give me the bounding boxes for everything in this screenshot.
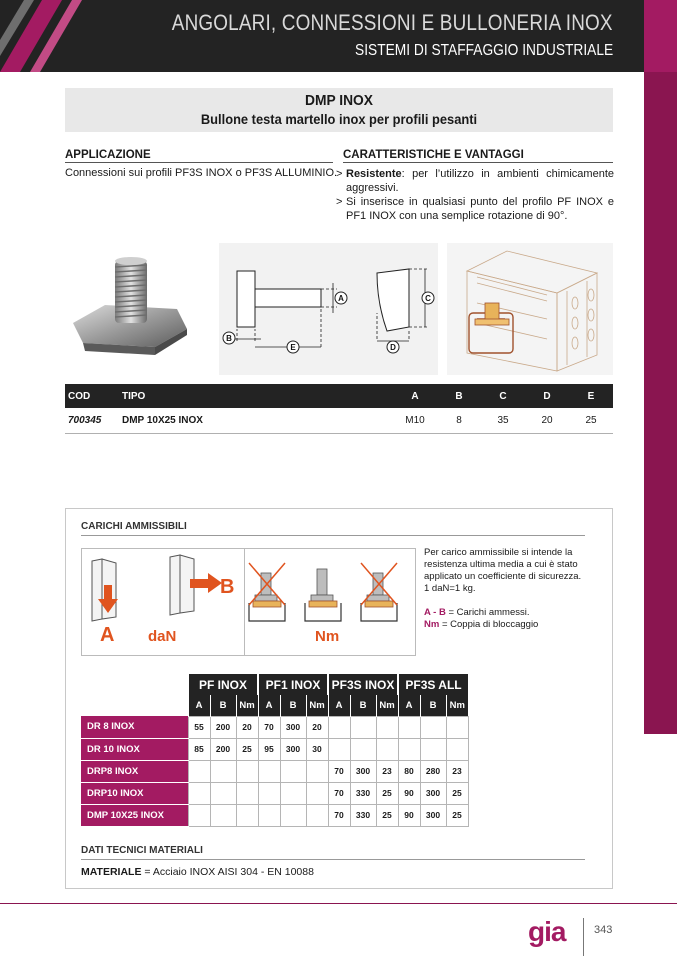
col-cod: COD: [65, 384, 119, 408]
feature-text: : per l’utilizzo in ambienti chimicamente aggressivi.: [346, 168, 614, 194]
load-value-cell: [258, 782, 280, 804]
sub-header-cell: A: [328, 695, 350, 716]
load-value-cell: 300: [350, 760, 376, 782]
caratteristiche-heading: CARATTERISTICHE E VANTAGGI: [343, 149, 613, 163]
header-stripes-graphic: [0, 0, 92, 72]
load-value-cell: 25: [446, 804, 468, 826]
load-value-cell: 330: [350, 804, 376, 826]
load-value-cell: 70: [328, 760, 350, 782]
load-value-cell: 200: [210, 716, 236, 738]
load-value-cell: [420, 716, 446, 738]
sub-header-cell: A: [188, 695, 210, 716]
load-value-cell: [398, 716, 420, 738]
legend-torque: [424, 619, 584, 631]
col-b: B: [437, 384, 481, 408]
legend-key: A - B: [424, 607, 446, 618]
materiale-line: [81, 866, 314, 878]
materiale-value: = Acciaio INOX AISI 304 - EN 10088: [141, 866, 314, 878]
code-table: [65, 384, 613, 434]
load-value-cell: [398, 738, 420, 760]
col-e: E: [569, 384, 613, 408]
load-value-cell: 25: [376, 782, 398, 804]
load-value-cell: 200: [210, 738, 236, 760]
page-number: 343: [594, 924, 613, 936]
load-value-cell: [350, 716, 376, 738]
load-value-cell: [306, 760, 328, 782]
load-value-cell: 95: [258, 738, 280, 760]
legend-key: Nm: [424, 619, 440, 630]
corner-cell: [81, 695, 188, 716]
col-tipo: TIPO: [119, 384, 393, 408]
profile-installation-sketch: [447, 243, 613, 375]
col-a: A: [393, 384, 437, 408]
row-label: DR 10 INOX: [81, 738, 188, 760]
sub-header-cell: B: [350, 695, 376, 716]
dati-tecnici-heading: DATI TECNICI MATERIALI: [81, 845, 585, 860]
drawing-label-b: B: [226, 334, 232, 343]
page-header: [0, 0, 677, 72]
load-value-cell: [280, 804, 306, 826]
brand-logo: gia: [528, 916, 566, 947]
load-value-cell: [420, 738, 446, 760]
group-pf1-inox: PF1 INOX: [258, 674, 328, 695]
load-value-cell: [188, 804, 210, 826]
load-value-cell: 300: [420, 804, 446, 826]
table-row: [81, 738, 468, 760]
load-value-cell: [236, 760, 258, 782]
bullet-icon: >: [336, 168, 343, 180]
row-label: DR 8 INOX: [81, 716, 188, 738]
sub-header-cell: A: [398, 695, 420, 716]
load-value-cell: 70: [328, 804, 350, 826]
diagram-label-a: A: [100, 624, 115, 646]
load-value-cell: 300: [280, 716, 306, 738]
load-value-cell: 330: [350, 782, 376, 804]
sub-header-cell: A: [258, 695, 280, 716]
load-value-cell: 25: [376, 804, 398, 826]
product-description: Bullone testa martello inox per profili pesanti: [200, 111, 478, 127]
load-diagram: [81, 548, 416, 656]
load-value-cell: [306, 782, 328, 804]
cell-cod: 700345: [65, 408, 119, 433]
load-value-cell: [210, 782, 236, 804]
cell-d: 20: [525, 408, 569, 433]
table-row: [81, 716, 468, 738]
materiale-label: MATERIALE: [81, 866, 142, 878]
product-name: DMP INOX: [305, 92, 373, 109]
row-label: DRP8 INOX: [81, 760, 188, 782]
feature-bold: Resistente: [346, 168, 402, 180]
load-value-cell: [236, 804, 258, 826]
load-value-cell: 70: [258, 716, 280, 738]
sub-header-row: [81, 695, 468, 716]
load-value-cell: [446, 738, 468, 760]
load-value-cell: 23: [376, 760, 398, 782]
diagram-label-b: B: [220, 576, 235, 598]
table-row: [81, 760, 468, 782]
loads-table: [81, 674, 469, 827]
table-row: [81, 782, 468, 804]
load-value-cell: [236, 782, 258, 804]
feature-text: Si inserisce in qualsiasi punto del profilo PF INOX e PF1 INOX con una semplice rotazione di 90°.: [346, 196, 614, 222]
sub-header-cell: Nm: [236, 695, 258, 716]
cell-c: 35: [481, 408, 525, 433]
col-c: C: [481, 384, 525, 408]
carichi-heading: CARICHI AMMISSIBILI: [81, 521, 585, 536]
legend-loads: [424, 607, 584, 619]
section-subtitle: SISTEMI DI STAFFAGGIO INDUSTRIALE: [354, 42, 613, 59]
load-value-cell: 90: [398, 782, 420, 804]
corner-cell: [81, 674, 188, 695]
cell-e: 25: [569, 408, 613, 433]
load-value-cell: [210, 804, 236, 826]
row-label: DMP 10X25 INOX: [81, 804, 188, 826]
group-pf3s-all: PF3S ALL: [398, 674, 468, 695]
drawing-label-c: C: [425, 294, 431, 303]
cell-b: 8: [437, 408, 481, 433]
dan-note: 1 daN=1 kg.: [424, 583, 476, 594]
diagram-label-nm: Nm: [315, 628, 340, 645]
cell-a: M10: [393, 408, 437, 433]
load-value-cell: 23: [446, 760, 468, 782]
load-value-cell: [306, 804, 328, 826]
row-label: DRP10 INOX: [81, 782, 188, 804]
diagram-label-dan: daN: [148, 628, 177, 645]
load-value-cell: 25: [446, 782, 468, 804]
technical-drawing: [219, 243, 438, 375]
sub-header-cell: Nm: [446, 695, 468, 716]
list-item: [336, 167, 614, 195]
sub-header-cell: B: [210, 695, 236, 716]
legend-text: = Carichi ammessi.: [445, 607, 530, 618]
load-value-cell: [376, 738, 398, 760]
table-row: [65, 408, 613, 433]
list-item: [336, 195, 614, 223]
group-header-row: [81, 674, 468, 695]
footer-separator: [583, 918, 584, 956]
header-side-tab: [644, 0, 677, 72]
load-value-cell: 25: [236, 738, 258, 760]
cell-tipo: DMP 10X25 INOX: [119, 408, 393, 433]
load-value-cell: 300: [280, 738, 306, 760]
load-value-cell: 30: [306, 738, 328, 760]
load-value-cell: [280, 760, 306, 782]
sub-header-cell: B: [280, 695, 306, 716]
load-value-cell: 20: [236, 716, 258, 738]
drawing-label-d: D: [390, 343, 396, 352]
group-pf3s-inox: PF3S INOX: [328, 674, 398, 695]
load-value-cell: 80: [398, 760, 420, 782]
carichi-description-block: [424, 547, 584, 631]
drawing-label-a: A: [338, 294, 344, 303]
legend-text: = Coppia di bloccaggio: [439, 619, 539, 630]
section-title: ANGOLARI, CONNESSIONI E BULLONERIA INOX: [172, 10, 613, 35]
side-color-bar: [644, 72, 677, 734]
group-pf-inox: PF INOX: [188, 674, 258, 695]
load-value-cell: 20: [306, 716, 328, 738]
sub-header-cell: B: [420, 695, 446, 716]
table-header-row: [65, 384, 613, 408]
load-value-cell: [188, 760, 210, 782]
load-value-cell: 85: [188, 738, 210, 760]
table-row: [81, 804, 468, 826]
load-value-cell: 300: [420, 782, 446, 804]
load-value-cell: [350, 738, 376, 760]
bullet-icon: >: [336, 196, 343, 208]
load-value-cell: [376, 716, 398, 738]
load-value-cell: [210, 760, 236, 782]
applicazione-text: Connessioni sui profili PF3S INOX o PF3S ALLUMINIO.: [65, 167, 338, 179]
load-value-cell: [280, 782, 306, 804]
applicazione-heading: APPLICAZIONE: [65, 149, 333, 163]
load-value-cell: [328, 738, 350, 760]
load-value-cell: 70: [328, 782, 350, 804]
load-value-cell: [446, 716, 468, 738]
col-d: D: [525, 384, 569, 408]
load-value-cell: [188, 782, 210, 804]
sub-header-cell: Nm: [376, 695, 398, 716]
torque-diagram: [245, 549, 416, 655]
load-value-cell: [258, 804, 280, 826]
product-title-box: [65, 88, 613, 132]
load-value-cell: 55: [188, 716, 210, 738]
drawing-label-e: E: [290, 343, 296, 352]
load-value-cell: [258, 760, 280, 782]
load-direction-diagram: [82, 549, 244, 655]
bolt-photo: [65, 243, 210, 375]
carichi-description: Per carico ammissibile si intende la resistenza ultima media a cui è stato applicato un coefficiente di sicurezza.: [424, 547, 582, 582]
load-value-cell: [328, 716, 350, 738]
load-value-cell: 90: [398, 804, 420, 826]
footer-line: [0, 903, 677, 904]
sub-header-cell: Nm: [306, 695, 328, 716]
load-value-cell: 280: [420, 760, 446, 782]
carichi-box: [65, 508, 613, 889]
caratteristiche-list: [336, 167, 614, 223]
